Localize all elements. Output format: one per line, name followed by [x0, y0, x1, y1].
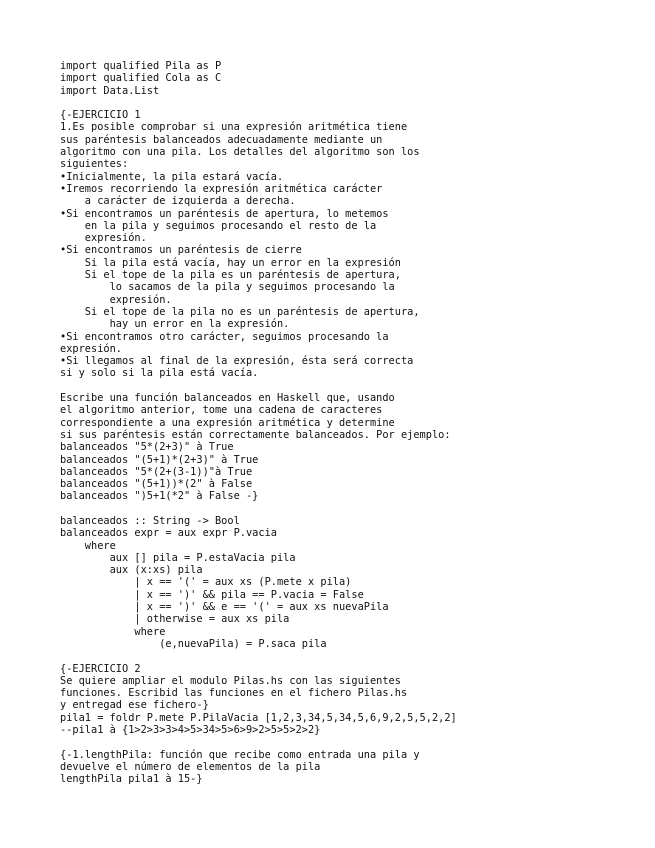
- text-line: | x == ')' && e == '(' = aux xs nuevaPila: [60, 601, 389, 614]
- text-line: [60, 503, 640, 515]
- text-line: [60, 736, 640, 748]
- text-line: Se quiere ampliar el modulo Pilas.hs con las siguientes: [60, 674, 401, 687]
- text-line: •Inicialmente, la pila estará vacía.: [60, 170, 284, 183]
- text-line: [60, 380, 640, 392]
- text-line: si y solo si la pila está vacía.: [60, 367, 259, 380]
- text-line: lengthPila pila1 à 15-}: [60, 773, 203, 786]
- text-line: balanceados "5*(2+(3-1))"à True: [60, 465, 253, 478]
- text-line: aux (x:xs) pila: [60, 564, 203, 577]
- text-line: •Si encontramos un paréntesis de cierre: [60, 244, 302, 257]
- text-line: expresión.: [60, 342, 122, 355]
- text-line: expresión.: [60, 293, 172, 306]
- text-line: [60, 97, 640, 109]
- text-line: balanceados "(5+1)*(2+3)" à True: [60, 453, 259, 466]
- text-line: import Data.List: [60, 84, 160, 97]
- text-line: algoritmo con una pila. Los detalles del algoritmo son los: [60, 146, 420, 159]
- text-line: balanceados :: String -> Bool: [60, 514, 240, 527]
- text-line: y entregad ese fichero-}: [60, 699, 209, 712]
- text-line: balanceados "(5+1))*(2" à False: [60, 478, 253, 491]
- text-line: devuelve el número de elementos de la pila: [60, 760, 321, 773]
- text-line: •Iremos recorriendo la expresión aritmética carácter: [60, 182, 383, 195]
- text-line: siguientes:: [60, 158, 129, 171]
- text-line: --pila1 à {1>2>3>3>4>5>34>5>6>9>2>5>5>2>2}: [60, 724, 321, 737]
- text-line: el algoritmo anterior, tome una cadena de caracteres: [60, 404, 383, 417]
- text-line: hay un error en la expresión.: [60, 318, 290, 331]
- text-line: {-1.lengthPila: función que recibe como entrada una pila y: [60, 748, 420, 761]
- document-page: [60, 60, 640, 820]
- text-line: Si la pila está vacía, hay un error en la expresión: [60, 256, 401, 269]
- text-line: •Si llegamos al final de la expresión, ésta será correcta: [60, 355, 414, 368]
- text-line: (e,nuevaPila) = P.saca pila: [60, 637, 327, 650]
- text-line: correspondiente a una expresión aritmética y determine: [60, 416, 395, 429]
- text-line: sus paréntesis balanceados adecuadamente mediante un: [60, 133, 383, 146]
- text-line: {-EJERCICIO 2: [60, 662, 141, 675]
- text-line: {-EJERCICIO 1: [60, 109, 141, 122]
- text-line: import qualified Pila as P: [60, 60, 222, 72]
- text-line: lo sacamos de la pila y seguimos procesando la: [60, 281, 395, 294]
- text-line: pila1 = foldr P.mete P.PilaVacia [1,2,3,34,5,34,5,6,9,2,5,5,2,2]: [60, 711, 457, 724]
- text-line: where: [60, 539, 116, 552]
- text-line: balanceados "5*(2+3)" à True: [60, 441, 234, 454]
- text-line: aux [] pila = P.estaVacia pila: [60, 551, 296, 564]
- text-line: | x == '(' = aux xs (P.mete x pila): [60, 576, 352, 589]
- text-line: 1.Es posible comprobar si una expresión aritmética tiene: [60, 121, 408, 134]
- text-line: Si el tope de la pila no es un paréntesis de apertura,: [60, 305, 420, 318]
- text-line: si sus paréntesis están correctamente balanceados. Por ejemplo:: [60, 428, 451, 441]
- text-line: | otherwise = aux xs pila: [60, 613, 290, 626]
- text-line: where: [60, 625, 166, 638]
- text-line: import qualified Cola as C: [60, 72, 222, 85]
- text-line: a carácter de izquierda a derecha.: [60, 195, 296, 208]
- text-line: •Si encontramos otro carácter, seguimos procesando la: [60, 330, 389, 343]
- text-line: •Si encontramos un paréntesis de apertura, lo metemos: [60, 207, 389, 220]
- text-line: [60, 650, 640, 662]
- text-line: Si el tope de la pila es un paréntesis de apertura,: [60, 269, 401, 282]
- text-line: balanceados ")5+1(*2" à False -}: [60, 490, 259, 503]
- text-line: expresión.: [60, 232, 147, 245]
- text-line: en la pila y seguimos procesando el resto de la: [60, 219, 377, 232]
- text-line: funciones. Escribid las funciones en el fichero Pilas.hs: [60, 687, 408, 700]
- text-line: | x == ')' && pila == P.vacia = False: [60, 588, 364, 601]
- text-line: Escribe una función balanceados en Haskell que, usando: [60, 392, 395, 405]
- text-line: balanceados expr = aux expr P.vacia: [60, 527, 277, 540]
